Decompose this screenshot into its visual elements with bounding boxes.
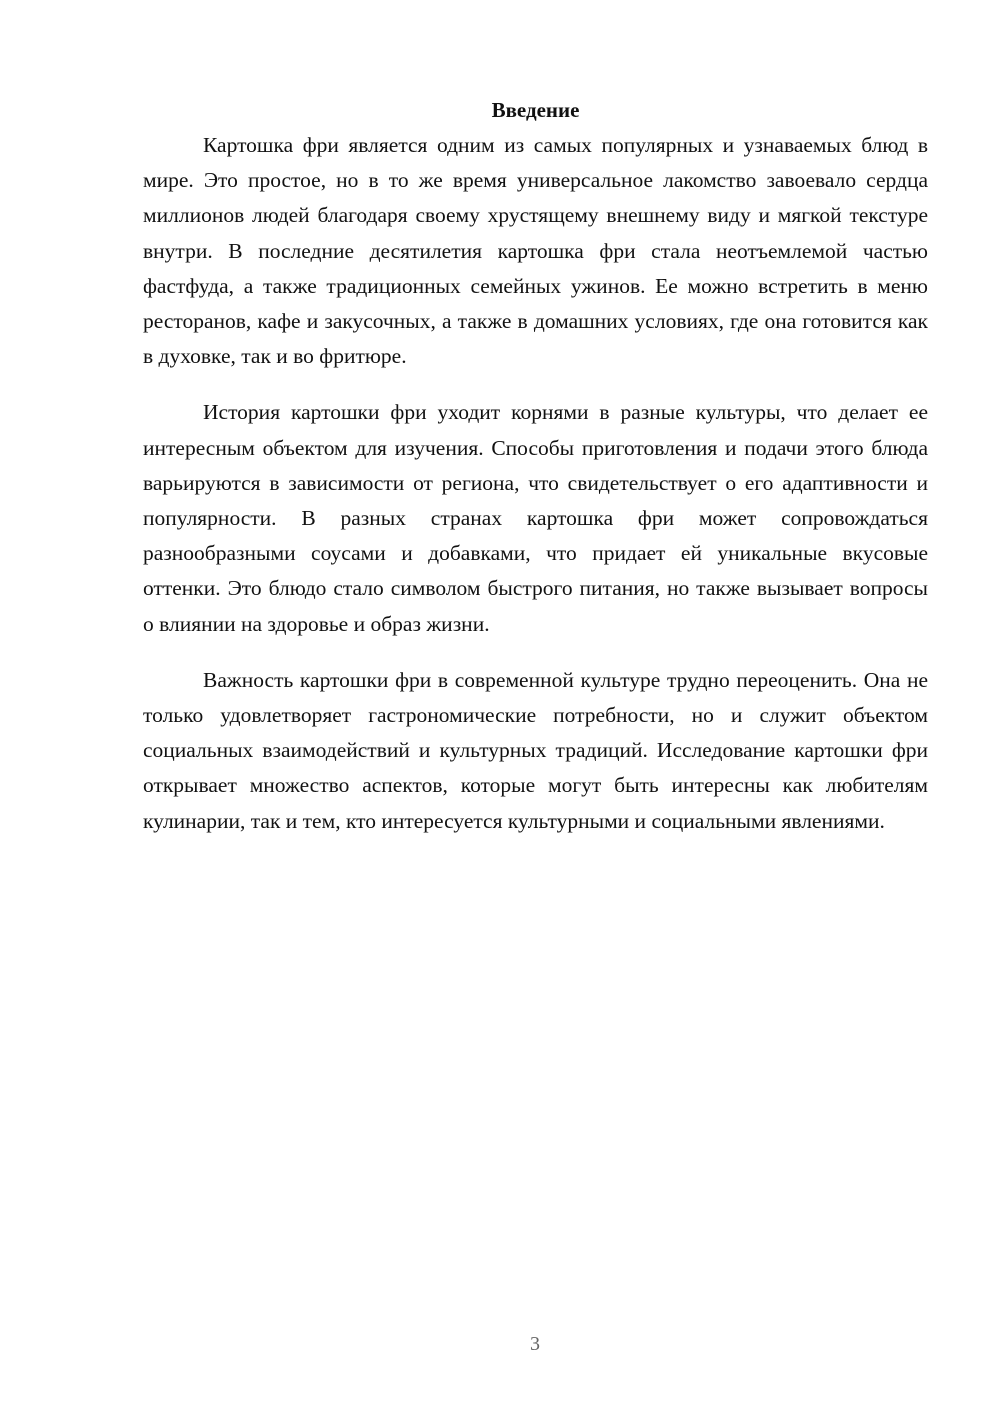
page-number: 3 <box>530 1333 540 1355</box>
paragraph-3: Важность картошки фри в современной культуре трудно переоценить. Она не только удовлетворяет гастрономические потребности, но и служит объектом социальных взаимодействий и культурных традиций. Исследование картошки фри открывает множество аспектов, которые могут быть интересны как любителям кулинарии, так и тем, кто интересуется культурными и социальными явлениями. <box>143 667 928 833</box>
section-title: Введение <box>491 98 580 122</box>
paragraph-1: Картошка фри является одним из самых популярных и узнаваемых блюд в мире. Это простое, но в то же время универсальное лакомство завоевало сердца миллионов людей благодаря своему хрустящему внешнему виду и мягкой текстуре внутри. В последние десятилетия картошка фри стала неотъемлемой частью фастфуда, а также традиционных семейных ужинов. Ее можно встретить в меню ресторанов, кафе и закусочных, а также в домашних условиях, где она готовится как в духовке, так и во фритюре. <box>143 133 928 369</box>
paragraph-2: История картошки фри уходит корнями в разные культуры, что делает ее интересным объектом для изучения. Способы приготовления и подачи этого блюда варьируются в зависимости от региона, что свидетельствует о его адаптивности и популярности. В разных странах картошка фри может сопровождаться разнообразными соусами и добавками, что придает ей уникальные вкусовые оттенки. Это блюдо стало символом быстрого питания, но также вызывает вопросы о влиянии на здоровье и образ жизни. <box>143 400 928 636</box>
page-content <box>143 93 928 860</box>
